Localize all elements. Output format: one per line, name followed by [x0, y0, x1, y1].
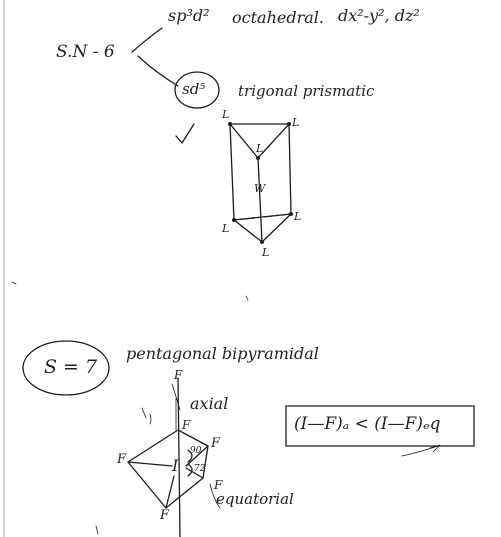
- sd5-text: sd⁵: [182, 80, 206, 98]
- prism-label-mid: L: [256, 142, 264, 155]
- prism-label-bl: L: [222, 222, 230, 235]
- branch-upper-line: [132, 28, 162, 52]
- trigonal-prismatic-text: trigonal prismatic: [238, 82, 375, 100]
- f-right-upper: F: [211, 436, 221, 451]
- prism-center-label: W: [254, 182, 266, 195]
- f-left: F: [117, 452, 127, 467]
- check-mark: [176, 124, 194, 143]
- f-upper-back: F: [182, 418, 191, 432]
- angle-90-label: 90: [190, 446, 202, 456]
- prism-label-tr: L: [292, 116, 300, 129]
- sp3d2-text: sp³d²: [168, 6, 210, 25]
- sn6-label: S.N - 6: [56, 42, 115, 62]
- f-bottom: F: [160, 508, 170, 523]
- eg-orbitals-text: dx²-y², dz²: [338, 6, 420, 25]
- pentagonal-bipyramidal-text: pentagonal bipyramidal: [126, 344, 319, 363]
- prism-label-br: L: [294, 210, 302, 223]
- central-iodine: I: [172, 456, 179, 475]
- prism-label-bottom: L: [262, 246, 270, 259]
- prism-label-tl: L: [222, 108, 230, 121]
- s7-label: S = 7: [44, 356, 98, 378]
- branch-lower-line: [138, 56, 178, 86]
- bond-comparison-text: (I—F)ₐ < (I—F)ₑq: [294, 414, 441, 434]
- axial-text: axial: [190, 394, 229, 413]
- f-top: F: [174, 368, 183, 382]
- equatorial-text: equatorial: [216, 490, 294, 508]
- angle-72-label: 72: [194, 464, 206, 474]
- f-right-lower: F: [214, 478, 223, 492]
- octahedral-text: octahedral.: [232, 8, 324, 27]
